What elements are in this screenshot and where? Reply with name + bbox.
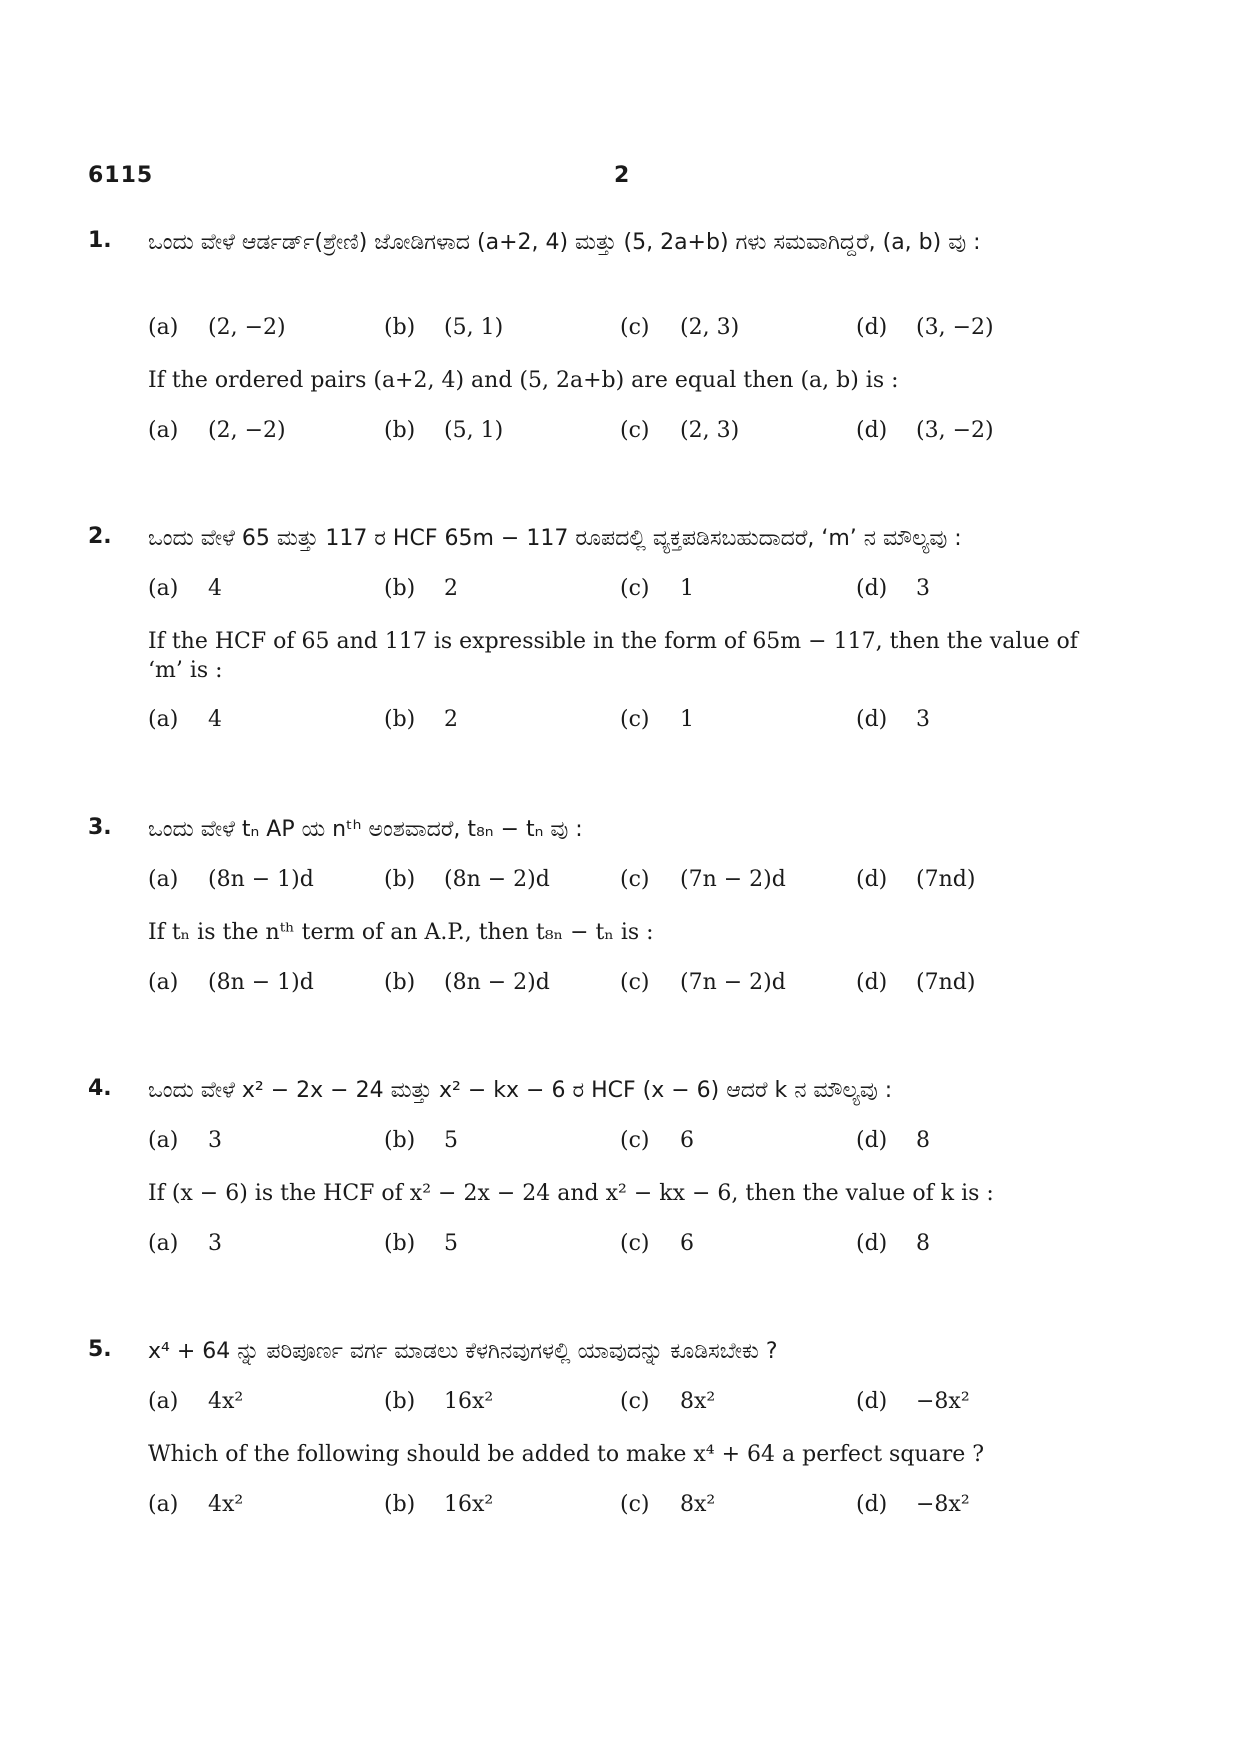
- page-number: 2: [614, 163, 630, 188]
- option-d[interactable]: (d) (7nd): [856, 970, 976, 995]
- question-number: 3.: [88, 815, 112, 840]
- question-text-english: Which of the following should be added to make x⁴ + 64 a perfect square ?: [148, 1442, 985, 1467]
- option-b[interactable]: (b) 16x²: [384, 1492, 494, 1517]
- option-b[interactable]: (b) 16x²: [384, 1389, 494, 1414]
- option-d[interactable]: (d) −8x²: [856, 1492, 970, 1517]
- options-english: [148, 1492, 1048, 1522]
- option-a[interactable]: (a) 4x²: [148, 1389, 244, 1414]
- option-b[interactable]: (b) (5, 1): [384, 315, 504, 340]
- options-english: [148, 1231, 1048, 1261]
- option-c[interactable]: (c) 8x²: [620, 1492, 716, 1517]
- option-d[interactable]: (d) (3, −2): [856, 418, 994, 443]
- option-a[interactable]: (a) 4x²: [148, 1492, 244, 1517]
- option-c[interactable]: (c) 1: [620, 576, 694, 601]
- option-c[interactable]: (c) 6: [620, 1128, 694, 1153]
- question-number: 2.: [88, 524, 112, 549]
- question-number: 1.: [88, 228, 112, 253]
- option-d[interactable]: (d) 3: [856, 576, 930, 601]
- question-text-kannada: ಒಂದು ವೇಳೆ tₙ AP ಯ nᵗʰ ಅಂಶವಾದರೆ, t₈ₙ − tₙ ವು :: [148, 817, 583, 842]
- options-kannada: [148, 576, 1048, 606]
- option-a[interactable]: (a) (8n − 1)d: [148, 867, 314, 892]
- option-b[interactable]: (b) (5, 1): [384, 418, 504, 443]
- option-d[interactable]: (d) (3, −2): [856, 315, 994, 340]
- question-number: 5.: [88, 1337, 112, 1362]
- question-text-kannada: ಒಂದು ವೇಳೆ x² − 2x − 24 ಮತ್ತು x² − kx − 6 ರ HCF (x − 6) ಆದರೆ k ನ ಮೌಲ್ಯವು :: [148, 1078, 893, 1103]
- option-a[interactable]: (a) (2, −2): [148, 315, 286, 340]
- option-b[interactable]: (b) 2: [384, 576, 458, 601]
- question-text-kannada: ಒಂದು ವೇಳೆ ಆರ್ಡರ್ಡ್(ಶ್ರೇಣಿ) ಜೋಡಿಗಳಾದ (a+2, 4) ಮತ್ತು (5, 2a+b) ಗಳು ಸಮವಾಗಿದ್ದರೆ, (a, b) ವು :: [148, 230, 981, 255]
- options-english: [148, 970, 1048, 1000]
- options-kannada: [148, 867, 1048, 897]
- options-english: [148, 418, 1048, 448]
- question-text-english: If (x − 6) is the HCF of x² − 2x − 24 and x² − kx − 6, then the value of k is :: [148, 1181, 994, 1206]
- option-c[interactable]: (c) 1: [620, 707, 694, 732]
- option-d[interactable]: (d) (7nd): [856, 867, 976, 892]
- option-a[interactable]: (a) (8n − 1)d: [148, 970, 314, 995]
- question-number: 4.: [88, 1076, 112, 1101]
- option-c[interactable]: (c) (7n − 2)d: [620, 867, 786, 892]
- options-english: [148, 707, 1048, 737]
- option-c[interactable]: (c) (2, 3): [620, 418, 740, 443]
- options-kannada: [148, 1389, 1048, 1419]
- option-a[interactable]: (a) 3: [148, 1128, 222, 1153]
- option-a[interactable]: (a) 3: [148, 1231, 222, 1256]
- option-d[interactable]: (d) −8x²: [856, 1389, 970, 1414]
- question-text-english: If the ordered pairs (a+2, 4) and (5, 2a+b) are equal then (a, b) is :: [148, 368, 899, 393]
- option-d[interactable]: (d) 8: [856, 1128, 930, 1153]
- option-a[interactable]: (a) (2, −2): [148, 418, 286, 443]
- question-text-kannada: x⁴ + 64 ನ್ನು ಪರಿಪೂರ್ಣ ವರ್ಗ ಮಾಡಲು ಕೆಳಗಿನವುಗಳಲ್ಲಿ ಯಾವುದನ್ನು ಕೂಡಿಸಬೇಕು ?: [148, 1339, 778, 1364]
- option-b[interactable]: (b) 5: [384, 1128, 458, 1153]
- option-b[interactable]: (b) (8n − 2)d: [384, 970, 550, 995]
- question-text-english: If the HCF of 65 and 117 is expressible in the form of 65m − 117, then the value of ‘m’ is :: [148, 629, 1078, 683]
- paper-code: 6115: [88, 163, 154, 188]
- question-text-kannada: ಒಂದು ವೇಳೆ 65 ಮತ್ತು 117 ರ HCF 65m − 117 ರೂಪದಲ್ಲಿ ವ್ಯಕ್ತಪಡಿಸಬಹುದಾದರೆ, ‘m’ ನ ಮೌಲ್ಯವು :: [148, 526, 962, 551]
- option-a[interactable]: (a) 4: [148, 707, 222, 732]
- option-c[interactable]: (c) 6: [620, 1231, 694, 1256]
- options-kannada: [148, 315, 1048, 345]
- option-c[interactable]: (c) (7n − 2)d: [620, 970, 786, 995]
- option-b[interactable]: (b) 2: [384, 707, 458, 732]
- option-d[interactable]: (d) 8: [856, 1231, 930, 1256]
- option-b[interactable]: (b) (8n − 2)d: [384, 867, 550, 892]
- question-text-english: If tₙ is the nᵗʰ term of an A.P., then t₈ₙ − tₙ is :: [148, 920, 654, 945]
- option-b[interactable]: (b) 5: [384, 1231, 458, 1256]
- option-d[interactable]: (d) 3: [856, 707, 930, 732]
- options-kannada: [148, 1128, 1048, 1158]
- option-c[interactable]: (c) (2, 3): [620, 315, 740, 340]
- option-a[interactable]: (a) 4: [148, 576, 222, 601]
- option-c[interactable]: (c) 8x²: [620, 1389, 716, 1414]
